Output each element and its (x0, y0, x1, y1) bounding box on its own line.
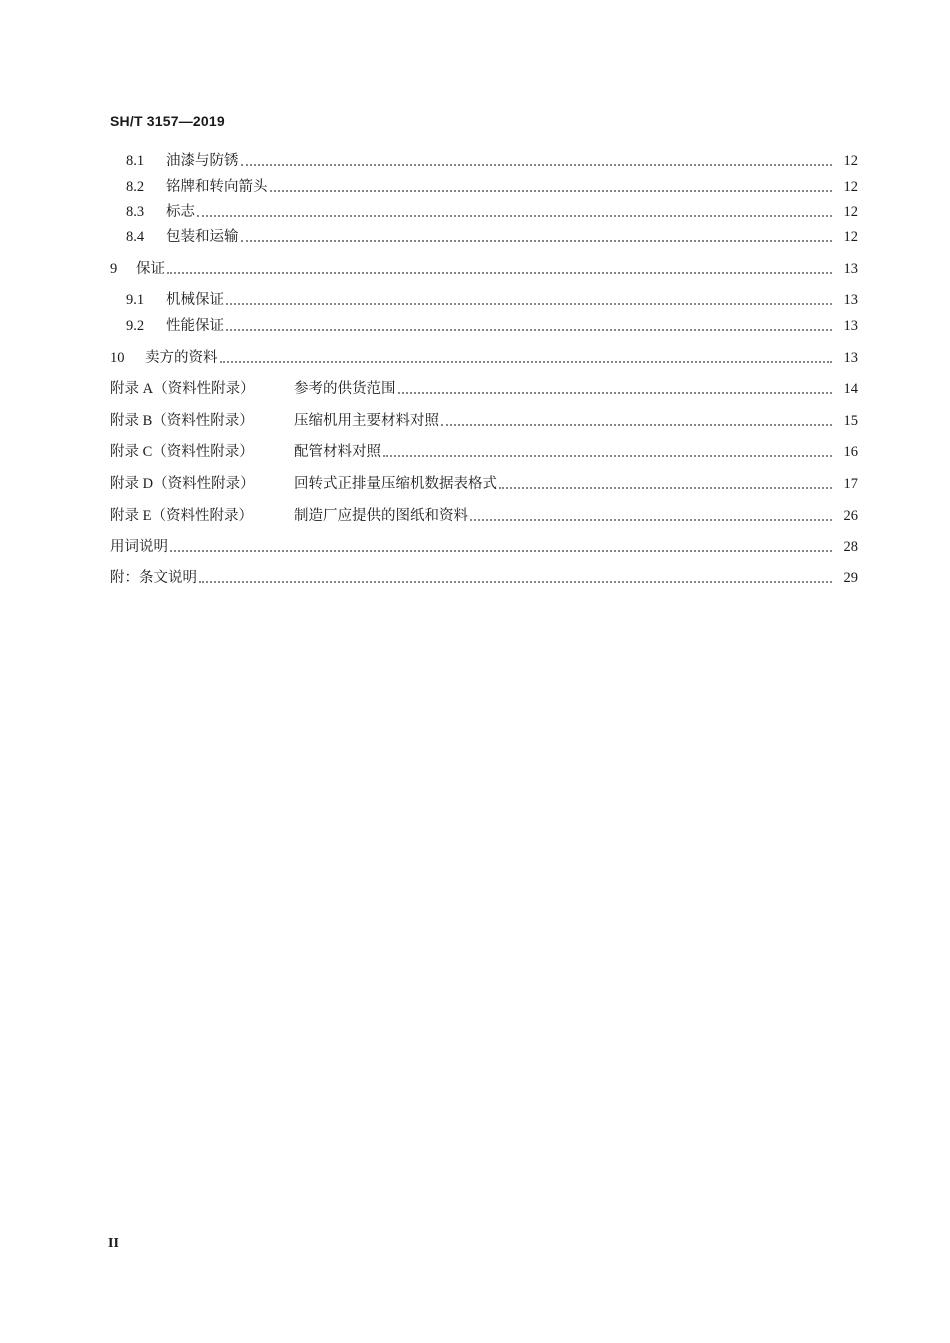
dot-leader (398, 392, 833, 394)
toc-entry-appendix-a[interactable] (110, 378, 858, 400)
toc-entry-page: 17 (843, 476, 858, 492)
toc-entry-page: 13 (843, 261, 858, 277)
toc-entry-number: 附录 B（资料性附录） (110, 413, 254, 429)
toc-entry-title: 附：条文说明 (110, 570, 197, 586)
dot-leader (241, 240, 833, 242)
toc-entry-page: 12 (843, 153, 858, 169)
toc-entry-number: 附录 A（资料性附录） (110, 381, 255, 397)
toc-entry-appendix-e[interactable] (110, 505, 858, 527)
dot-leader (197, 215, 832, 217)
toc-entry-number: 10 (110, 350, 125, 366)
toc-entry-page: 28 (843, 539, 858, 555)
toc-entry-10[interactable] (110, 347, 858, 369)
toc-entry-9-2[interactable] (126, 315, 858, 337)
toc-entry-page: 26 (843, 508, 858, 524)
dot-leader (199, 581, 832, 583)
toc-entry-page: 14 (843, 381, 858, 397)
dot-leader (220, 361, 833, 363)
dot-leader (167, 272, 832, 274)
toc-entry-page: 12 (843, 204, 858, 220)
toc-entry-number: 附录 C（资料性附录） (110, 444, 254, 460)
toc-entry-title: 用词说明 (110, 539, 168, 555)
standard-code: SH/T 3157—2019 (110, 113, 225, 129)
toc-entry-number: 9.2 (126, 318, 145, 334)
dot-leader (170, 550, 832, 552)
toc-entry-appendix-c[interactable] (110, 441, 858, 463)
toc-entry-number: 8.3 (126, 204, 145, 220)
toc-entry-appendix-b[interactable] (110, 410, 858, 432)
toc-entry-appendix-d[interactable] (110, 473, 858, 495)
toc-entry-title: 卖方的资料 (145, 350, 218, 366)
toc-entry-title: 制造厂应提供的图纸和资料 (294, 508, 468, 524)
toc-entry-title: 包装和运输 (166, 229, 239, 245)
dot-leader (470, 519, 832, 521)
toc-entry-title: 油漆与防锈 (166, 153, 239, 169)
toc-entry-8-3[interactable] (126, 201, 858, 223)
toc-entry-title: 回转式正排量压缩机数据表格式 (294, 476, 497, 492)
dot-leader (441, 424, 832, 426)
dot-leader (226, 303, 832, 305)
toc-entry-page: 12 (843, 179, 858, 195)
toc-entry-terms[interactable] (110, 536, 858, 558)
toc-entry-8-1[interactable] (126, 150, 858, 172)
page-number: II (108, 1236, 119, 1251)
toc-entry-page: 13 (843, 292, 858, 308)
toc-entry-title: 性能保证 (166, 318, 224, 334)
toc-entry-page: 12 (843, 229, 858, 245)
toc-entry-page: 15 (843, 413, 858, 429)
toc-entry-8-4[interactable] (126, 226, 858, 248)
toc-entry-title: 标志 (166, 204, 195, 220)
toc-entry-title: 压缩机用主要材料对照 (294, 413, 439, 429)
toc-entry-9-1[interactable] (126, 289, 858, 311)
toc-entry-9[interactable] (110, 258, 858, 280)
toc-entry-8-2[interactable] (126, 176, 858, 198)
toc-entry-page: 13 (843, 318, 858, 334)
toc-entry-title: 参考的供货范围 (294, 381, 396, 397)
dot-leader (226, 329, 832, 331)
toc-entry-number: 附录 E（资料性附录） (110, 508, 253, 524)
toc-entry-title: 配管材料对照 (294, 444, 381, 460)
toc-entry-page: 16 (843, 444, 858, 460)
toc-entry-title: 机械保证 (166, 292, 224, 308)
toc-entry-number: 8.1 (126, 153, 145, 169)
toc-entry-number: 9 (110, 261, 118, 277)
toc-entry-page: 29 (843, 570, 858, 586)
toc-entry-number: 附录 D（资料性附录） (110, 476, 255, 492)
dot-leader (499, 487, 832, 489)
dot-leader (383, 455, 832, 457)
toc-entry-explanation[interactable] (110, 567, 858, 589)
dot-leader (270, 190, 833, 192)
toc-entry-title: 保证 (136, 261, 165, 277)
toc-entry-page: 13 (843, 350, 858, 366)
dot-leader (241, 164, 833, 166)
toc-entry-title: 铭牌和转向箭头 (166, 179, 268, 195)
toc-entry-number: 8.2 (126, 179, 145, 195)
toc-entry-number: 9.1 (126, 292, 145, 308)
toc-entry-number: 8.4 (126, 229, 145, 245)
